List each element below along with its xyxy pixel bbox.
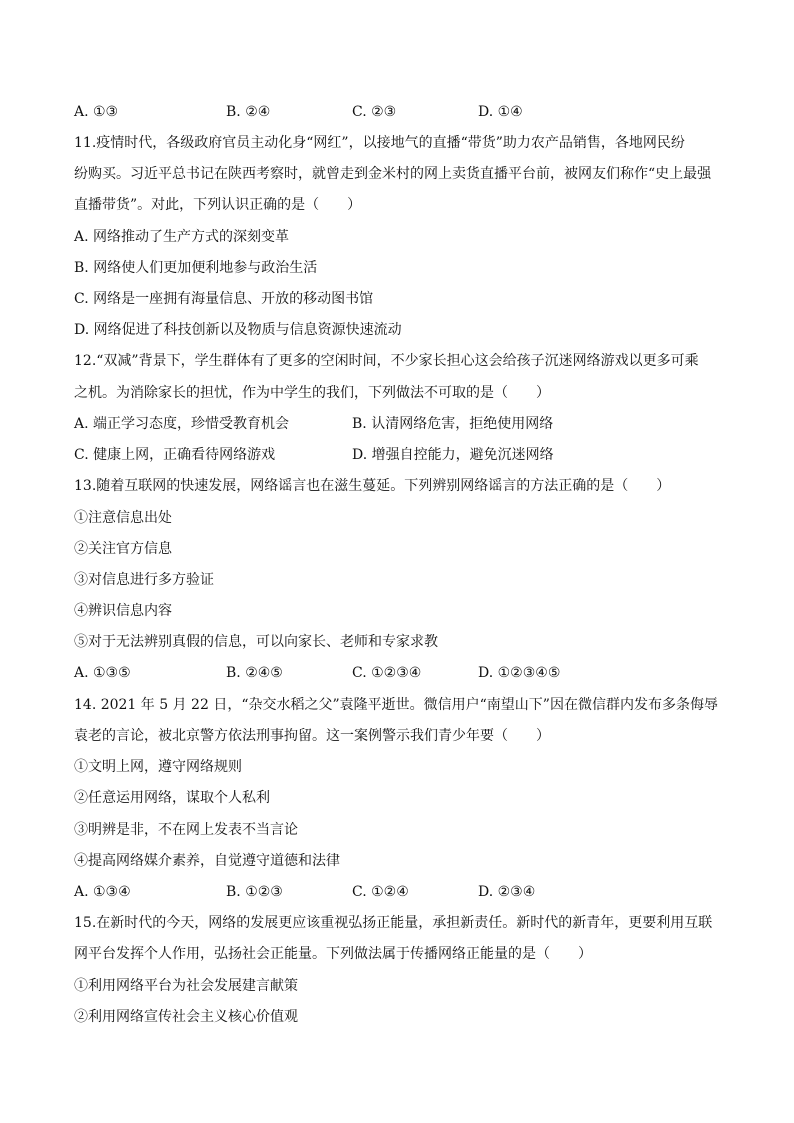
q13-option-a: A. ①③⑤ bbox=[74, 665, 131, 681]
q12-stem-line: 之机。为消除家长的担忧，作为中学生的我们，下列做法不可取的是（ ） bbox=[74, 385, 550, 401]
q14-item: ③明辨是非，不在网上发表不当言论 bbox=[74, 822, 298, 838]
q12-option-a: A. 端正学习态度，珍惜受教育机会 bbox=[74, 416, 290, 432]
q14-option-d: D. ②③④ bbox=[478, 884, 536, 900]
q13-item: ①注意信息出处 bbox=[74, 510, 172, 526]
q10-option-c: C. ②③ bbox=[352, 104, 397, 120]
q14-option-a: A. ①③④ bbox=[74, 884, 131, 900]
q14-option-b: B. ①②③ bbox=[226, 884, 283, 900]
q12-option-d: D. 增强自控能力，避免沉迷网络 bbox=[352, 447, 554, 463]
q14-item: ④提高网络媒介素养，自觉遵守道德和法律 bbox=[74, 853, 340, 869]
q13-item: ③对信息进行多方验证 bbox=[74, 572, 214, 588]
q11-stem-line: 直播带货”。对此，下列认识正确的是（ ） bbox=[74, 197, 362, 213]
q11-option-b: B. 网络使人们更加便利地参与政治生活 bbox=[74, 260, 318, 276]
q15-item: ②利用网络宣传社会主义核心价值观 bbox=[74, 1009, 298, 1025]
q11-stem-line: 11.疫情时代，各级政府官员主动化身“网红”，以接地气的直播“带货”助力农产品销售，各地网民纷 bbox=[74, 135, 685, 151]
q11-stem-line: 纷购买。习近平总书记在陕西考察时，就曾走到金米村的网上卖货直播平台前，被网友们称作“史上最强 bbox=[74, 166, 712, 182]
q13-item: ④辨识信息内容 bbox=[74, 603, 172, 619]
q14-item: ②任意运用网络，谋取个人私利 bbox=[74, 790, 270, 806]
q15-stem-line: 15.在新时代的今天，网络的发展更应该重视弘扬正能量，承担新责任。新时代的新青年，更要利用互联 bbox=[74, 915, 713, 931]
q11-option-d: D. 网络促进了科技创新以及物质与信息资源快速流动 bbox=[74, 322, 402, 338]
q13-option-c: C. ①②③④ bbox=[352, 665, 422, 681]
q13-stem-line: 13.随着互联网的快速发展，网络谣言也在滋生蔓延。下列辨别网络谣言的方法正确的是（ ） bbox=[74, 478, 671, 494]
q10-option-a: A. ①③ bbox=[74, 104, 119, 120]
q10-option-b: B. ②④ bbox=[226, 104, 271, 120]
q13-option-b: B. ②④⑤ bbox=[226, 665, 283, 681]
q11-option-c: C. 网络是一座拥有海量信息、开放的移动图书馆 bbox=[74, 291, 374, 307]
q13-option-d: D. ①②③④⑤ bbox=[478, 665, 561, 681]
q12-option-b: B. 认清网络危害，拒绝使用网络 bbox=[352, 416, 554, 432]
q11-option-a: A. 网络推动了生产方式的深刻变革 bbox=[74, 229, 290, 245]
q15-stem-line: 网平台发挥个人作用，弘扬社会正能量。下列做法属于传播网络正能量的是（ ） bbox=[74, 946, 592, 962]
q15-item: ①利用网络平台为社会发展建言献策 bbox=[74, 978, 298, 994]
q14-option-c: C. ①②④ bbox=[352, 884, 409, 900]
q13-item: ⑤对于无法辨别真假的信息，可以向家长、老师和专家求教 bbox=[74, 634, 438, 650]
q13-item: ②关注官方信息 bbox=[74, 541, 172, 557]
q14-stem-line: 14. 2021 年 5 月 22 日，“杂交水稻之父”袁隆平逝世。微信用户“南望山下”因在微信群内发布多条侮辱 bbox=[74, 697, 718, 713]
q10-option-d: D. ①④ bbox=[478, 104, 523, 120]
q12-stem-line: 12.“双减”背景下，学生群体有了更多的空闲时间，不少家长担心这会给孩子沉迷网络游戏以更多可乘 bbox=[74, 353, 699, 369]
q14-item: ①文明上网，遵守网络规则 bbox=[74, 759, 242, 775]
q14-stem-line: 袁老的言论，被北京警方依法刑事拘留。这一案例警示我们青少年要（ ） bbox=[74, 728, 550, 744]
q12-option-c: C. 健康上网，正确看待网络游戏 bbox=[74, 447, 276, 463]
